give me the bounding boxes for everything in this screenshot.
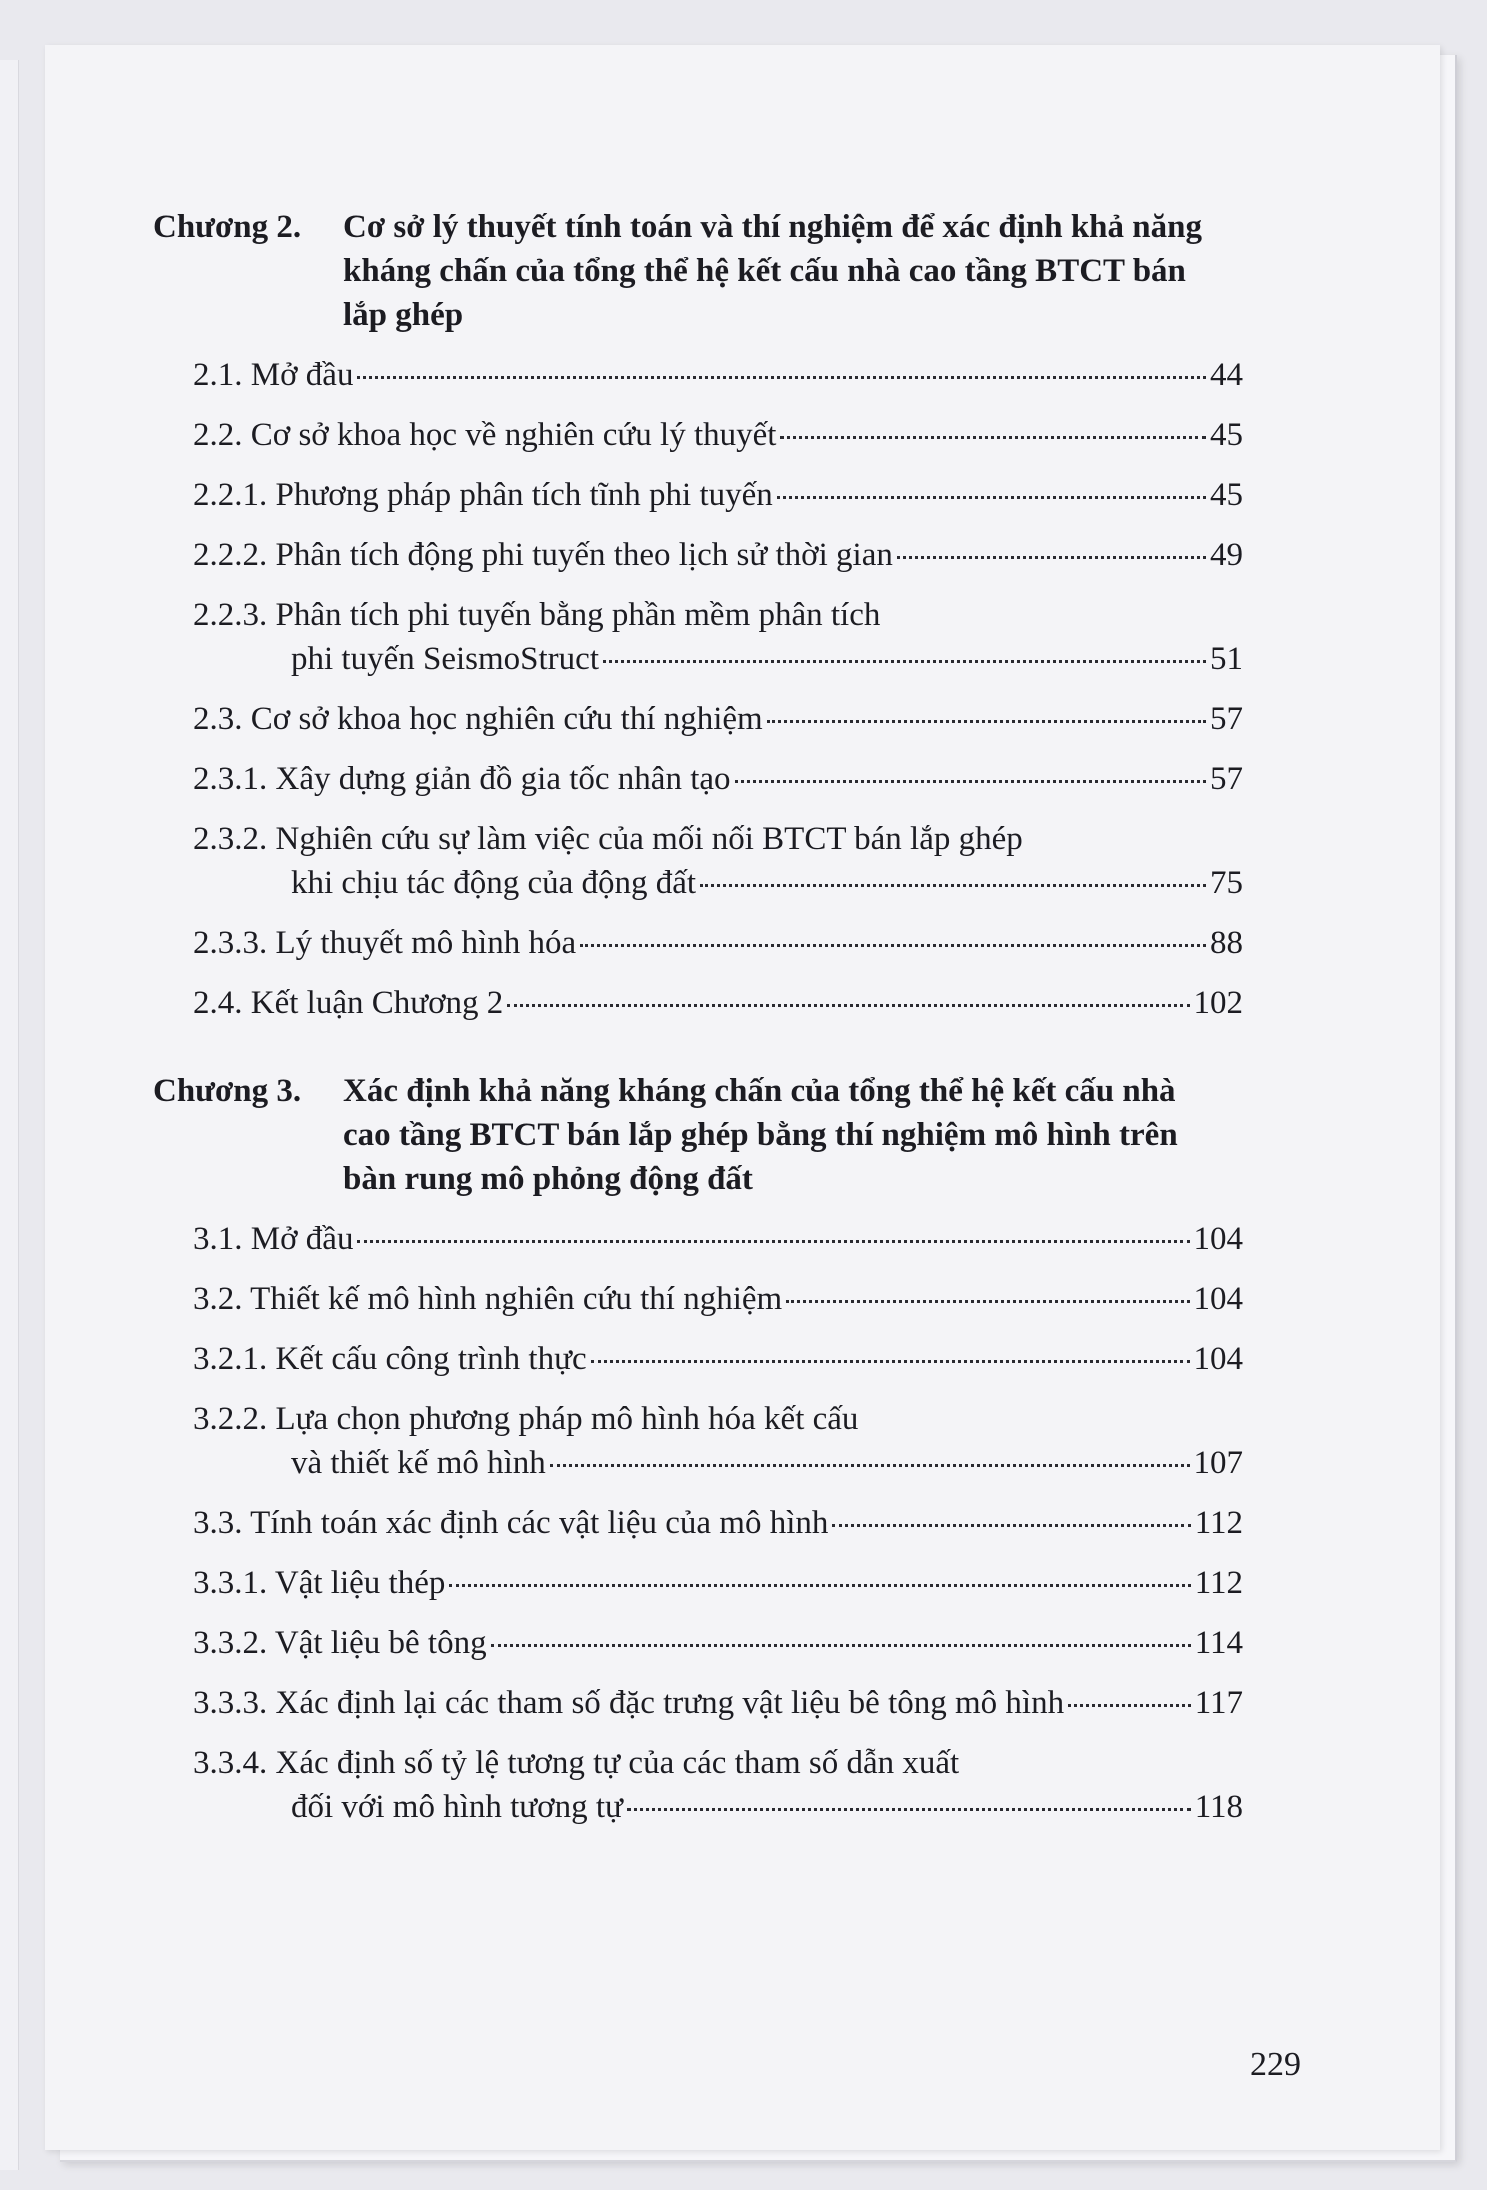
toc-entry-title: Thiết kế mô hình nghiên cứu thí nghiệm [250, 1281, 783, 1317]
toc-entry-number: 2.2. [193, 417, 243, 453]
dot-leader [735, 780, 1206, 783]
toc-entry [153, 817, 1303, 905]
dot-leader [832, 1524, 1190, 1527]
dot-leader [449, 1584, 1190, 1587]
toc-entry-text [193, 817, 1303, 861]
chapter-label: Chương 2. [153, 209, 302, 245]
toc-page-number: 112 [1194, 1505, 1243, 1541]
toc-entry-text [193, 1217, 353, 1261]
toc-entry-title: Kết cấu công trình thực [275, 1341, 587, 1377]
dot-leader [780, 436, 1206, 439]
toc-entry-title: Mở đầu [250, 357, 354, 393]
toc-page-number: 75 [1210, 865, 1243, 901]
toc-entry-number: 2.3.1. [193, 761, 268, 797]
toc-entry-number: 3.3. [193, 1505, 243, 1541]
toc-page-number: 57 [1210, 761, 1243, 797]
toc-entry-number: 2.3.2. [193, 821, 268, 857]
toc-entry-title: Xác định số tỷ lệ tương tự của các tham số dẫn xuất [275, 1745, 960, 1781]
dot-leader [767, 720, 1206, 723]
toc-entry-text [193, 473, 773, 517]
dot-leader [580, 944, 1206, 947]
toc-entry-title: Phân tích phi tuyến bằng phần mềm phân tích [275, 597, 881, 633]
toc-entry-title-continued: khi chịu tác động của động đất [291, 865, 697, 901]
toc-entry-number: 3.3.2. [193, 1625, 268, 1661]
toc-entry-title: Lý thuyết mô hình hóa [275, 925, 577, 961]
toc-entry [153, 473, 1303, 517]
toc-entry [153, 921, 1303, 965]
toc-entry-text [193, 1501, 828, 1545]
toc-entry-number: 2.4. [193, 985, 243, 1021]
toc-entry-number: 3.3.3. [193, 1685, 268, 1721]
book-page [45, 45, 1440, 2150]
toc-entry-number: 3.3.4. [193, 1745, 268, 1781]
toc-entry-number: 3.3.1. [193, 1565, 268, 1601]
toc-entry-text [193, 757, 731, 801]
chapter-heading [153, 1069, 1303, 1201]
toc-entry-text [193, 413, 776, 457]
dot-leader [550, 1464, 1190, 1467]
chapter-label: Chương 3. [153, 1073, 302, 1109]
toc-entry-text [193, 533, 893, 577]
toc-entry-text [193, 921, 576, 965]
toc-entry-title: Cơ sở khoa học nghiên cứu thí nghiệm [250, 701, 763, 737]
toc-page-number: 107 [1193, 1445, 1243, 1481]
toc-entry [153, 533, 1303, 577]
toc-entry-title: Vật liệu thép [274, 1565, 446, 1601]
chapter-3-entries [153, 1217, 1303, 1829]
toc-page-number: 57 [1210, 701, 1243, 737]
toc-page-number: 44 [1210, 357, 1243, 393]
dot-leader [897, 556, 1206, 559]
chapter-2-entries [153, 353, 1303, 1025]
dot-leader [786, 1300, 1189, 1303]
toc-page-number: 114 [1194, 1625, 1243, 1661]
toc-page-number: 51 [1210, 641, 1243, 677]
toc-entry-title: Tính toán xác định các vật liệu của mô hình [250, 1505, 829, 1541]
toc-entry-number: 3.2.1. [193, 1341, 268, 1377]
toc-entry-text [193, 1397, 1303, 1441]
toc-entry [153, 1561, 1303, 1605]
toc-entry-title: Mở đầu [250, 1221, 354, 1257]
toc-entry-title: Xây dựng giản đồ gia tốc nhân tạo [275, 761, 731, 797]
toc-entry-text [193, 1621, 487, 1665]
toc-page-number: 49 [1210, 537, 1243, 573]
dot-leader [357, 1240, 1189, 1243]
dot-leader [1068, 1704, 1191, 1707]
table-of-contents [153, 205, 1303, 1829]
toc-entry-number: 2.2.1. [193, 477, 268, 513]
dot-leader [491, 1644, 1191, 1647]
dot-leader [507, 1004, 1189, 1007]
toc-entry-text [193, 353, 353, 397]
toc-entry-text [193, 593, 1303, 637]
toc-entry [153, 1501, 1303, 1545]
toc-page-number: 45 [1210, 477, 1243, 513]
chapter-title: Xác định khả năng kháng chấn của tổng thể hệ kết cấu nhà cao tầng BTCT bán lắp ghép bằng thí nghiệm mô hình trên bàn rung mô phỏng động đất [343, 1073, 1178, 1197]
toc-entry-title-continued: đối với mô hình tương tự [291, 1789, 623, 1825]
toc-entry-text [193, 697, 763, 741]
toc-entry [153, 1217, 1303, 1261]
toc-page-number: 104 [1193, 1281, 1243, 1317]
toc-entry-text [193, 1561, 445, 1605]
toc-page-number: 104 [1193, 1341, 1243, 1377]
toc-entry [153, 593, 1303, 681]
toc-entry-number: 2.3.3. [193, 925, 268, 961]
toc-entry-number: 2.2.3. [193, 597, 268, 633]
toc-entry [153, 353, 1303, 397]
toc-entry-title: Cơ sở khoa học về nghiên cứu lý thuyết [250, 417, 777, 453]
toc-entry [153, 697, 1303, 741]
toc-entry-text [193, 981, 503, 1025]
toc-entry-title: Kết luận Chương 2 [250, 985, 504, 1021]
toc-entry-title-continued: phi tuyến SeismoStruct [291, 641, 599, 677]
toc-entry [153, 1681, 1303, 1725]
toc-entry-title: Phân tích động phi tuyến theo lịch sử thời gian [275, 537, 893, 573]
toc-entry-title: Lựa chọn phương pháp mô hình hóa kết cấu [275, 1401, 859, 1437]
toc-entry-number: 2.1. [193, 357, 243, 393]
dot-leader [603, 660, 1206, 663]
toc-entry-title: Phương pháp phân tích tĩnh phi tuyến [275, 477, 773, 513]
toc-entry-title: Xác định lại các tham số đặc trưng vật liệu bê tông mô hình [275, 1685, 1065, 1721]
toc-entry [153, 981, 1303, 1025]
toc-entry [153, 1277, 1303, 1321]
toc-entry [153, 1741, 1303, 1829]
dot-leader [627, 1808, 1191, 1811]
toc-entry-number: 3.2.2. [193, 1401, 268, 1437]
toc-entry-title-continued: và thiết kế mô hình [291, 1445, 546, 1481]
toc-entry-text [193, 1337, 587, 1381]
toc-entry [153, 757, 1303, 801]
toc-entry-title: Vật liệu bê tông [274, 1625, 487, 1661]
toc-entry-number: 2.2.2. [193, 537, 268, 573]
toc-entry [153, 1621, 1303, 1665]
toc-entry-text [193, 1741, 1303, 1785]
adjacent-page-edge [0, 60, 19, 2170]
toc-page-number: 104 [1193, 1221, 1243, 1257]
toc-page-number: 88 [1210, 925, 1243, 961]
toc-page-number: 45 [1210, 417, 1243, 453]
toc-entry-number: 3.1. [193, 1221, 243, 1257]
toc-entry-number: 3.2. [193, 1281, 243, 1317]
chapter-title: Cơ sở lý thuyết tính toán và thí nghiệm để xác định khả năng kháng chấn của tổng thể hệ kết cấu nhà cao tầng BTCT bán lắp ghép [343, 209, 1202, 333]
dot-leader [591, 1360, 1190, 1363]
toc-entry-text [193, 1681, 1064, 1725]
toc-entry [153, 1397, 1303, 1485]
toc-page-number: 112 [1194, 1565, 1243, 1601]
toc-entry-text [193, 1277, 782, 1321]
chapter-heading [153, 205, 1303, 337]
toc-page-number: 102 [1193, 985, 1243, 1021]
toc-page-number: 117 [1194, 1685, 1243, 1721]
dot-leader [700, 884, 1206, 887]
toc-entry [153, 413, 1303, 457]
dot-leader [777, 496, 1206, 499]
toc-entry-number: 2.3. [193, 701, 243, 737]
toc-entry [153, 1337, 1303, 1381]
toc-entry-title: Nghiên cứu sự làm việc của mối nối BTCT bán lắp ghép [275, 821, 1023, 857]
page-number: 229 [1250, 2046, 1301, 2083]
toc-page-number: 118 [1194, 1789, 1243, 1825]
dot-leader [357, 376, 1206, 379]
